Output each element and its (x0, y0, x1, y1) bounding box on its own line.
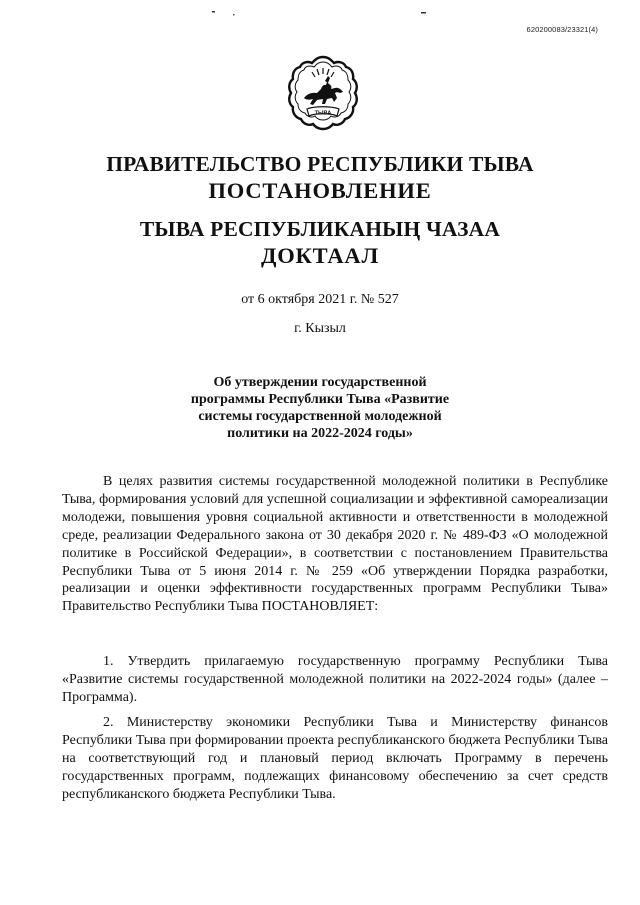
tuva-coat-of-arms-icon (287, 54, 359, 134)
emblem-ribbon-text: ТЫВА (314, 110, 332, 117)
document-id: 620200083/23321(4) (526, 25, 598, 34)
scan-specks (0, 8, 640, 20)
decree-date-number: от 6 октября 2021 г. № 527 (241, 292, 399, 307)
decree-title-line: системы государственной молодежной (198, 409, 442, 424)
decree-title (0, 374, 640, 442)
decree-title-line: Об утверждении государственной (213, 375, 427, 390)
clause-2-paragraph: 2. Министерству экономики Республики Тыва и Министерству финансов Республики Тыва при формировании проекта республиканского бюджета Республики Тыва на соответствующий год и плановый период включать Программу в перечень государственных программ, подлежащих финансовому обеспечению за счет средств республиканского бюджета Республики Тыва. (62, 715, 608, 802)
preamble-paragraph: В целях развития системы государственной молодежной политики в Республике Тыва, формирования условий для успешной социализации и эффективной самореализации молодежи, повышения уровня социальной активности и ответственности в молодежной среде, реализации Федерального закона от 30 декабря 2020 г. № 489-ФЗ «О молодежной политике в Российской Федерации», в соответствии с постановлением Правительства Республики Тыва от 5 июня 2014 г. № 259 «Об утверждении Порядка разработки, реализации и оценки эффективности государственных программ Республики Тыва» Правительство Республики Тыва ПОСТАНОВЛЯЕТ: (62, 474, 608, 615)
decree-heading-tv: ДОКТААЛ (260, 243, 380, 268)
decree-title-line: политики на 2022-2024 годы» (227, 426, 413, 441)
government-name-ru: ПРАВИТЕЛЬСТВО РЕСПУБЛИКИ ТЫВА (106, 152, 534, 176)
decree-title-line: программы Республики Тыва «Развитие (190, 392, 450, 407)
government-name-tv: ТЫВА РЕСПУБЛИКАНЫҢ ЧАЗАА (139, 217, 501, 241)
decree-heading-ru: ПОСТАНОВЛЕНИЕ (208, 178, 432, 203)
decree-city: г. Кызыл (294, 321, 346, 336)
clause-1-paragraph: 1. Утвердить прилагаемую государственную программу Республики Тыва «Развитие системы государственной молодежной политики на 2022-2024 годы» (далее – Программа). (62, 654, 608, 705)
